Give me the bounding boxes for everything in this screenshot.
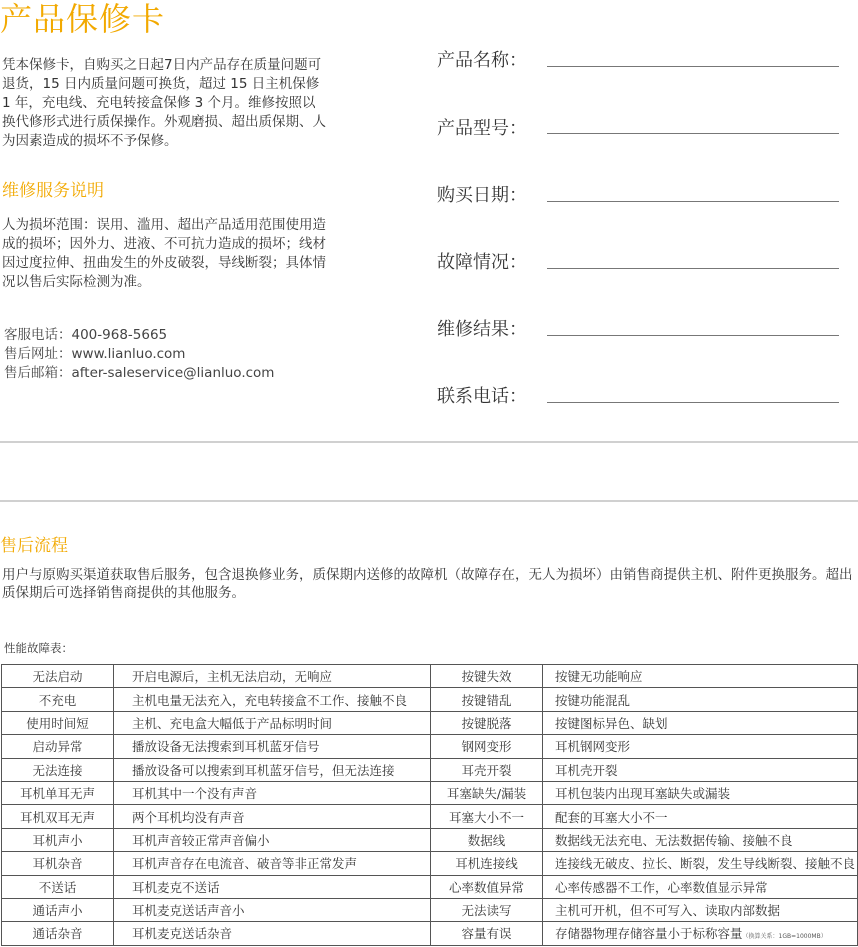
repair-section-heading: 维修服务说明 bbox=[2, 181, 104, 201]
section-divider-bottom bbox=[0, 500, 858, 502]
contact-phone: 客服电话：400-968-5665 bbox=[4, 327, 168, 343]
table-row bbox=[2, 875, 858, 898]
fault-desc: 耳机钢网变形 bbox=[543, 735, 858, 758]
fault-name: 按键脱落 bbox=[431, 711, 543, 734]
aftersale-text: 用户与原购买渠道获取售后服务，包含退换修业务，质保期内送修的故障机（故障存在，无人为损坏）由销售商提供主机、附件更换服务。超出质保期后可选择销售商提供的其他服务。 bbox=[2, 567, 853, 601]
field-line-product-model[interactable] bbox=[547, 133, 839, 134]
field-line-repair-result[interactable] bbox=[547, 335, 839, 336]
fault-desc: 按键功能混乱 bbox=[543, 688, 858, 711]
fault-name: 耳机单耳无声 bbox=[2, 781, 114, 804]
fault-name: 无法连接 bbox=[2, 758, 114, 781]
fault-desc: 播放设备无法搜索到耳机蓝牙信号 bbox=[114, 735, 431, 758]
fault-desc: 耳机声音存在电流音、破音等非正常发声 bbox=[114, 852, 431, 875]
fault-name: 不送话 bbox=[2, 875, 114, 898]
fault-name: 不充电 bbox=[2, 688, 114, 711]
table-row bbox=[2, 781, 858, 804]
fault-desc: 耳机包装内出现耳塞缺失或漏装 bbox=[543, 781, 858, 804]
fault-desc: 耳机麦克不送话 bbox=[114, 875, 431, 898]
field-line-fault-condition[interactable] bbox=[547, 268, 839, 269]
card-title: 产品保修卡 bbox=[0, 0, 166, 38]
table-row bbox=[2, 735, 858, 758]
fault-desc: 主机、充电盒大幅低于产品标明时间 bbox=[114, 711, 431, 734]
table-row bbox=[2, 922, 858, 945]
fault-desc: 耳机麦克送话声音小 bbox=[114, 898, 431, 921]
field-label-product-model: 产品型号： bbox=[437, 118, 527, 139]
table-row bbox=[2, 688, 858, 711]
fault-desc: 连接线无破皮、拉长、断裂，发生导线断裂、接触不良 bbox=[543, 852, 858, 875]
fault-desc: 耳机麦克送话杂音 bbox=[114, 922, 431, 945]
fault-desc: 存储器物理存储容量小于标称容量 bbox=[555, 926, 743, 942]
table-row bbox=[2, 665, 858, 688]
table-row bbox=[2, 898, 858, 921]
fault-name: 耳机杂音 bbox=[2, 852, 114, 875]
fault-desc: 耳机壳开裂 bbox=[543, 758, 858, 781]
fault-name: 心率数值异常 bbox=[431, 875, 543, 898]
fault-desc: 配套的耳塞大小不一 bbox=[543, 805, 858, 828]
fault-name: 数据线 bbox=[431, 828, 543, 851]
field-label-contact-phone: 联系电话： bbox=[437, 386, 527, 407]
fault-desc: 心率传感器不工作，心率数值显示异常 bbox=[543, 875, 858, 898]
aftersale-heading: 售后流程 bbox=[0, 536, 68, 556]
fault-name: 启动异常 bbox=[2, 735, 114, 758]
fault-desc: 主机电量无法充入，充电转接盒不工作、接触不良 bbox=[114, 688, 431, 711]
fault-name: 耳塞缺失/漏装 bbox=[431, 781, 543, 804]
capacity-note: （换算关系：1GB=1000MB） bbox=[742, 933, 827, 941]
fault-name: 按键错乱 bbox=[431, 688, 543, 711]
table-row bbox=[2, 852, 858, 875]
fault-name: 通话杂音 bbox=[2, 922, 114, 945]
fault-name: 通话声小 bbox=[2, 898, 114, 921]
section-divider-top bbox=[0, 441, 858, 443]
field-label-product-name: 产品名称： bbox=[437, 50, 527, 71]
contact-block bbox=[4, 326, 274, 383]
fault-name: 耳机双耳无声 bbox=[2, 805, 114, 828]
fault-name: 耳壳开裂 bbox=[431, 758, 543, 781]
fault-desc: 按键无功能响应 bbox=[543, 665, 858, 688]
warranty-policy-text: 凭本保修卡，自购买之日起7日内产品存在质量问题可退货，15 日内质量问题可换货，超过 15 日主机保修 1 年，充电线、充电转接盒保修 3 个月。维修按照以换代修形式进行质保操作。外观磨损、超出质保期、人为因素造成的损坏不予保修。 bbox=[2, 57, 326, 149]
fault-table-title: 性能故障表： bbox=[4, 641, 73, 655]
fault-desc: 播放设备可以搜索到耳机蓝牙信号，但无法连接 bbox=[114, 758, 431, 781]
fault-name: 使用时间短 bbox=[2, 711, 114, 734]
fault-desc: 开启电源后，主机无法启动，无响应 bbox=[114, 665, 431, 688]
contact-website: 售后网址：www.lianluo.com bbox=[4, 346, 186, 362]
fault-desc: 耳机其中一个没有声音 bbox=[114, 781, 431, 804]
field-label-repair-result: 维修结果： bbox=[437, 319, 527, 340]
table-row bbox=[2, 758, 858, 781]
fault-name: 容量有误 bbox=[431, 922, 543, 945]
repair-section-text: 人为损坏范围：误用、滥用、超出产品适用范围使用造成的损坏；因外力、进液、不可抗力造成的损坏；线材因过度拉伸、扭曲发生的外皮破裂，导线断裂；具体情况以售后实际检测为准。 bbox=[2, 217, 326, 290]
table-row bbox=[2, 805, 858, 828]
table-row bbox=[2, 828, 858, 851]
fault-desc: 按键图标异色、缺划 bbox=[543, 711, 858, 734]
field-line-product-name[interactable] bbox=[547, 66, 839, 67]
field-label-purchase-date: 购买日期： bbox=[437, 185, 527, 206]
fault-table bbox=[1, 664, 858, 946]
fault-desc-capacity bbox=[543, 922, 858, 945]
fault-desc: 主机可开机，但不可写入、读取内部数据 bbox=[543, 898, 858, 921]
fault-name: 耳机连接线 bbox=[431, 852, 543, 875]
fault-name: 耳塞大小不一 bbox=[431, 805, 543, 828]
fault-desc: 数据线无法充电、无法数据传输、接触不良 bbox=[543, 828, 858, 851]
fault-desc: 两个耳机均没有声音 bbox=[114, 805, 431, 828]
fault-name: 无法启动 bbox=[2, 665, 114, 688]
fault-desc: 耳机声音较正常声音偏小 bbox=[114, 828, 431, 851]
field-line-contact-phone[interactable] bbox=[547, 402, 839, 403]
fault-name: 钢网变形 bbox=[431, 735, 543, 758]
fault-name: 耳机声小 bbox=[2, 828, 114, 851]
field-line-purchase-date[interactable] bbox=[547, 201, 839, 202]
contact-email: 售后邮箱：after-saleservice@lianluo.com bbox=[4, 365, 275, 381]
fault-name: 按键失效 bbox=[431, 665, 543, 688]
table-row bbox=[2, 711, 858, 734]
fault-name: 无法读写 bbox=[431, 898, 543, 921]
field-label-fault-condition: 故障情况： bbox=[437, 252, 527, 273]
